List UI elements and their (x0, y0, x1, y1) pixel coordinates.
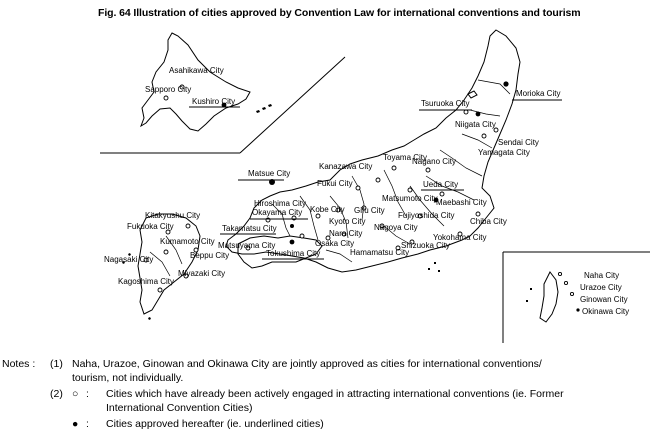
label-fujiyoshida: Fujiyoshida City (398, 211, 455, 220)
label-kumamoto: Kumamoto City (160, 237, 215, 246)
hokkaido-island (141, 33, 250, 131)
label-gifu: Gifu City (354, 206, 385, 215)
note-3-line-1: Cities approved hereafter (ie. underlined cities) (106, 418, 324, 430)
label-sapporo: Sapporo City (145, 85, 192, 94)
label-niigata: Niigata City (455, 120, 496, 129)
marker-morioka (503, 81, 508, 86)
marker-sapporo (164, 96, 168, 100)
note-2-line-1: Cities which have already been actively engaged in attracting international conventions (ie. Former (106, 388, 564, 400)
note-1-marker: (1) (50, 358, 63, 370)
label-urazoe: Urazoe City (580, 283, 622, 292)
label-matsumoto: Matsumoto City (382, 194, 438, 203)
label-yokohama: Yokohama City (433, 233, 487, 242)
label-kitakyushu: Kitakyushu City (145, 211, 201, 220)
izu-islands (428, 262, 440, 272)
marker-kagoshima (158, 288, 162, 292)
figure-title: Fig. 64 Illustration of cities approved by Convention Law for international conventions and tourism (98, 7, 581, 19)
marker-ginowan (570, 292, 573, 295)
hokkaido-inset-border-diagonal (240, 57, 345, 153)
label-maebashi: Maebashi City (436, 198, 487, 207)
okinawa-island (540, 272, 558, 322)
marker-kitakyushu (186, 224, 190, 228)
marker-nagano (426, 168, 430, 172)
marker-kumamoto (164, 250, 168, 254)
label-kagoshima: Kagoshima City (118, 277, 175, 286)
open-circle-symbol: ○ (72, 388, 79, 400)
label-kanazawa: Kanazawa City (319, 162, 373, 171)
note-1-line-1: Naha, Urazoe, Ginowan and Okinawa City are jointly approved as cities for international conventions/ (72, 358, 542, 370)
label-nagano: Nagano City (412, 157, 457, 166)
note-1-line-2: tourism, not individually. (72, 372, 184, 384)
label-fukuoka: Fukuoka City (127, 222, 174, 231)
label-morioka: Morioka City (516, 89, 561, 98)
notes-heading: Notes : (2, 358, 36, 370)
marker-tokushima (290, 240, 295, 245)
label-hiroshima: Hiroshima City (254, 199, 307, 208)
label-yamagata: Yamagata City (478, 148, 530, 157)
label-matsue: Matsue City (248, 169, 291, 178)
label-kobe: Kobe City (310, 205, 345, 214)
label-ueda: Ueda City (423, 180, 459, 189)
label-matsuyama: Matsuyama City (218, 241, 276, 250)
label-asahikawa: Asahikawa City (169, 66, 224, 75)
label-okayama: Okayama City (252, 208, 303, 217)
label-toyama: Toyama City (383, 153, 428, 162)
note-3-colon: : (86, 418, 89, 430)
label-nara: Nara City (329, 229, 363, 238)
note-2-line-2: International Convention Cities) (106, 402, 253, 414)
marker-urazoe (564, 281, 567, 284)
marker-tsuruoka (476, 112, 481, 117)
label-fukui: Fukui City (317, 179, 353, 188)
hokkaido-kuril-islands (256, 104, 272, 113)
marker-naha (558, 272, 561, 275)
label-chiba: Chiba City (470, 217, 507, 226)
marker-kobe (316, 214, 320, 218)
okinawa-small-islands (526, 288, 532, 302)
label-nagoya: Nagoya City (374, 223, 418, 232)
filled-circle-symbol: ● (72, 418, 79, 430)
marker-maebashi (440, 192, 444, 196)
marker-fukui (356, 186, 360, 190)
label-nagasaki: Nagasaki City (104, 255, 154, 264)
marker-okayama-filled (290, 224, 294, 228)
marker-toyama (392, 166, 396, 170)
label-naha: Naha City (584, 271, 620, 280)
marker-takamatsu (300, 234, 304, 238)
label-shizuoka: Shizuoka City (401, 241, 450, 250)
label-hamamatsu: Hamamatsu City (350, 248, 410, 257)
marker-okinawa (576, 308, 579, 311)
label-sendai: Sendai City (498, 138, 539, 147)
label-beppu: Beppu City (190, 251, 230, 260)
label-miyazaki: Miyazaki City (178, 269, 226, 278)
label-tokushima: Tokushima City (266, 249, 321, 258)
label-kushiro: Kushiro City (192, 97, 236, 106)
label-tsuruoka: Tsuruoka City (421, 99, 470, 108)
label-kyoto: Kyoto City (329, 217, 366, 226)
label-okinawa: Okinawa City (582, 307, 630, 316)
marker-yamagata (482, 134, 486, 138)
label-osaka: Osaka City (315, 239, 355, 248)
label-takamatsu: Takamatsu City (222, 224, 277, 233)
marker-niigata (464, 110, 468, 114)
note-2-marker: (2) (50, 388, 63, 400)
marker-chiba (476, 212, 480, 216)
marker-matsumoto (408, 188, 412, 192)
marker-kanazawa (376, 178, 380, 182)
note-2-colon: : (86, 388, 89, 400)
label-ginowan: Ginowan City (580, 295, 628, 304)
